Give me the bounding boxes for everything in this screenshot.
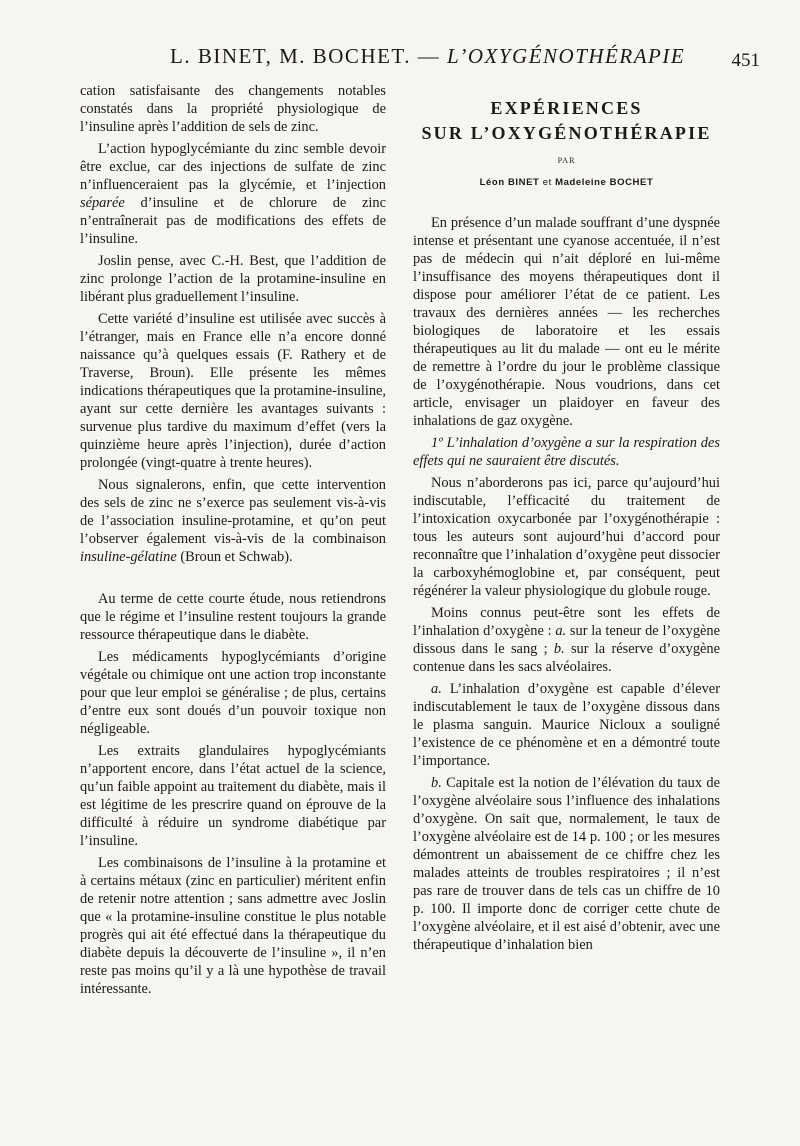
running-authors: L. BINET, M. BOCHET. — [170, 44, 411, 68]
left-column — [80, 82, 386, 1002]
right-paragraph-2 — [413, 434, 720, 470]
left-paragraph-8: Les extraits glandulaires hypoglycémiants n’apportent encore, dans l’état actuel de la science, qu’un faible appoint au traitement du diabète, mais il est légitime de les prescrire quand on éprouve de la difficulté à réduire un syndrome diabétique par l’insuline. — [80, 743, 386, 849]
right-paragraph-1: En présence d’un malade souffrant d’une dyspnée intense et présentant une cyanose accentuée, il n’est pas de médecin qui n’ait déploré en lui-même l’insuffisance des moyens thérapeutiques dont il dispose pour améliorer l’état de ce patient. Les travaux des dernières années — les recherches biologiques de laboratoire et les essais thérapeutiques au lit du malade — ont eu le mérite de remettre à l’ordre du jour le problème classique de l’oxygénothérapie. Nous voudrions, dans cet article, envisager un plaidoyer en faveur des inhalations de gaz oxygène. — [413, 215, 720, 429]
left-paragraph-7: Les médicaments hypoglycémiants d’origine végétale ou chimique ont une action trop inconstante pour que leur emploi se généralise ; de plus, certains d’entre eux sont doués d’un pouvoir toxique non négligeable. — [80, 649, 386, 737]
left-p2-text-a: L’action hypoglycémiante du zinc semble devoir être exclue, car des injections de sulfate de zinc n’influenceraient pas la glycémie, et l’injection — [80, 141, 386, 193]
right-p6-marker: b. — [431, 775, 442, 791]
right-column — [413, 82, 720, 958]
right-paragraph-5 — [413, 680, 720, 770]
right-p4-text-a: Moins connus peut-être sont les effets de l’inhalation d’oxygène : — [413, 605, 720, 639]
title-line-2: SUR L’OXYGÉNOTHÉRAPIE — [421, 123, 712, 143]
author-1: Léon BINET — [479, 177, 540, 188]
right-p5-text: L’inhalation d’oxygène est capable d’élever indiscutablement le taux de l’oxygène dissous dans le plasma sanguin. Maurice Nicloux a souligné l’existence de ce phénomène et en a démontré toute l’importance. — [413, 681, 720, 769]
right-p4-text-b: sur la teneur de l’oxygène dissous dans le sang ; — [413, 623, 720, 657]
right-p4-text-c: sur la réserve d’oxygène contenue dans les sacs alvéolaires. — [413, 641, 720, 675]
running-title — [170, 44, 685, 69]
right-paragraph-4 — [413, 604, 720, 676]
author-2: Madeleine BOCHET — [555, 177, 654, 188]
left-p2-emphasis: séparée — [80, 195, 125, 211]
running-header — [80, 44, 760, 72]
right-p4-em-a: a. — [555, 623, 567, 639]
left-paragraph-1: cation satisfaisante des changements notables constatés dans la propriété physiologique de l’insuline après l’addition de sels de zinc. — [80, 83, 386, 135]
title-line-1: EXPÉRIENCES — [490, 98, 643, 118]
left-paragraph-4: Cette variété d’insuline est utilisée avec succès à l’étranger, mais en France elle n’a encore donné naissance qu’à quelques essais (F. Rathery et de Traverse, Broun). Elle présente les mêmes indications thérapeutiques que la protamine-insuline, ayant sur cette dernière les avantages suivants : survenue plus tardive du maximum d’effet (vers la quinzième heure après l’injection), durée d’action prolongée (vingt-quatre à trente heures). — [80, 311, 386, 471]
page-number: 451 — [731, 50, 760, 71]
right-paragraph-3: Nous n’aborderons pas ici, parce qu’aujourd’hui indiscutable, l’efficacité du traitement de l’intoxication oxycarbonée par l’oxygénothérapie : tous les auteurs sont aujourd’hui d’accord pour reconnaître que l’inhalation d’oxygène peut dissocier la carboxyhémoglobine et, par conséquent, peut régénérer la valeur physiologique du globule rouge. — [413, 475, 720, 599]
right-paragraph-6 — [413, 774, 720, 954]
article-authors — [413, 174, 720, 192]
article-title — [413, 96, 720, 146]
left-p5-text-a: Nous signalerons, enfin, que cette intervention des sels de zinc ne s’exerce pas seulement vis-à-vis de l’association insuline-protamine, et qu’on peut l’observer également vis-à-vis de la combinaison — [80, 477, 386, 547]
right-p4-em-b: b. — [553, 641, 565, 657]
right-p2-emphasis: 1º L’inhalation d’oxygène a sur la respiration des effets qui ne sauraient être discutés. — [413, 435, 720, 469]
running-subject: L’OXYGÉNOTHÉRAPIE — [446, 44, 686, 68]
left-paragraph-2 — [80, 140, 386, 248]
author-and: et — [539, 177, 556, 188]
right-p6-text: Capitale est la notion de l’élévation du taux de l’oxygène alvéolaire sous l’influence des inhalations d’oxygène. On sait que, normalement, le taux de l’oxygène alvéolaire est de 14 p. 100 ; or les mesures démontrent un abaissement de ce chiffre chez les malades atteints de troubles respiratoires ; il n’est pas rare de trouver dans de tels cas un chiffre de 10 p. 100. Il importe donc de corriger cette chute de l’oxygène alvéolaire, et il est aisé d’obtenir, avec une thérapeutique d’inhalation bien — [413, 775, 720, 953]
right-p5-marker: a. — [431, 681, 442, 697]
left-p5-emphasis: insuline-gélatine — [80, 549, 177, 565]
left-p5-text-b: (Broun et Schwab). — [176, 549, 293, 565]
running-dash: — — [410, 44, 447, 68]
byline-par: PAR — [557, 156, 576, 165]
left-paragraph-6: Au terme de cette courte étude, nous retiendrons que le régime et l’insuline restent toujours la grande ressource thérapeutique dans le diabète. — [80, 591, 386, 643]
left-p2-text-b: d’insuline et de chlorure de zinc n’entraînerait pas de modifications des effets de l’insuline. — [80, 195, 386, 247]
left-paragraph-9: Les combinaisons de l’insuline à la protamine et à certains métaux (zinc en particulier) méritent enfin de retenir notre attention ; sans admettre avec Joslin que « la protamine-insuline constitue le plus notable progrès qui ait été effectué dans la thérapeutique du diabète depuis la découverte de l’insuline », il n’en reste pas moins qu’il y a là une hypothèse de travail intéressante. — [80, 855, 386, 997]
left-paragraph-5 — [80, 476, 386, 566]
left-paragraph-3: Joslin pense, avec C.-H. Best, que l’addition de zinc prolonge l’action de la protamine-insuline en libérant plus graduellement l’insuline. — [80, 253, 386, 305]
